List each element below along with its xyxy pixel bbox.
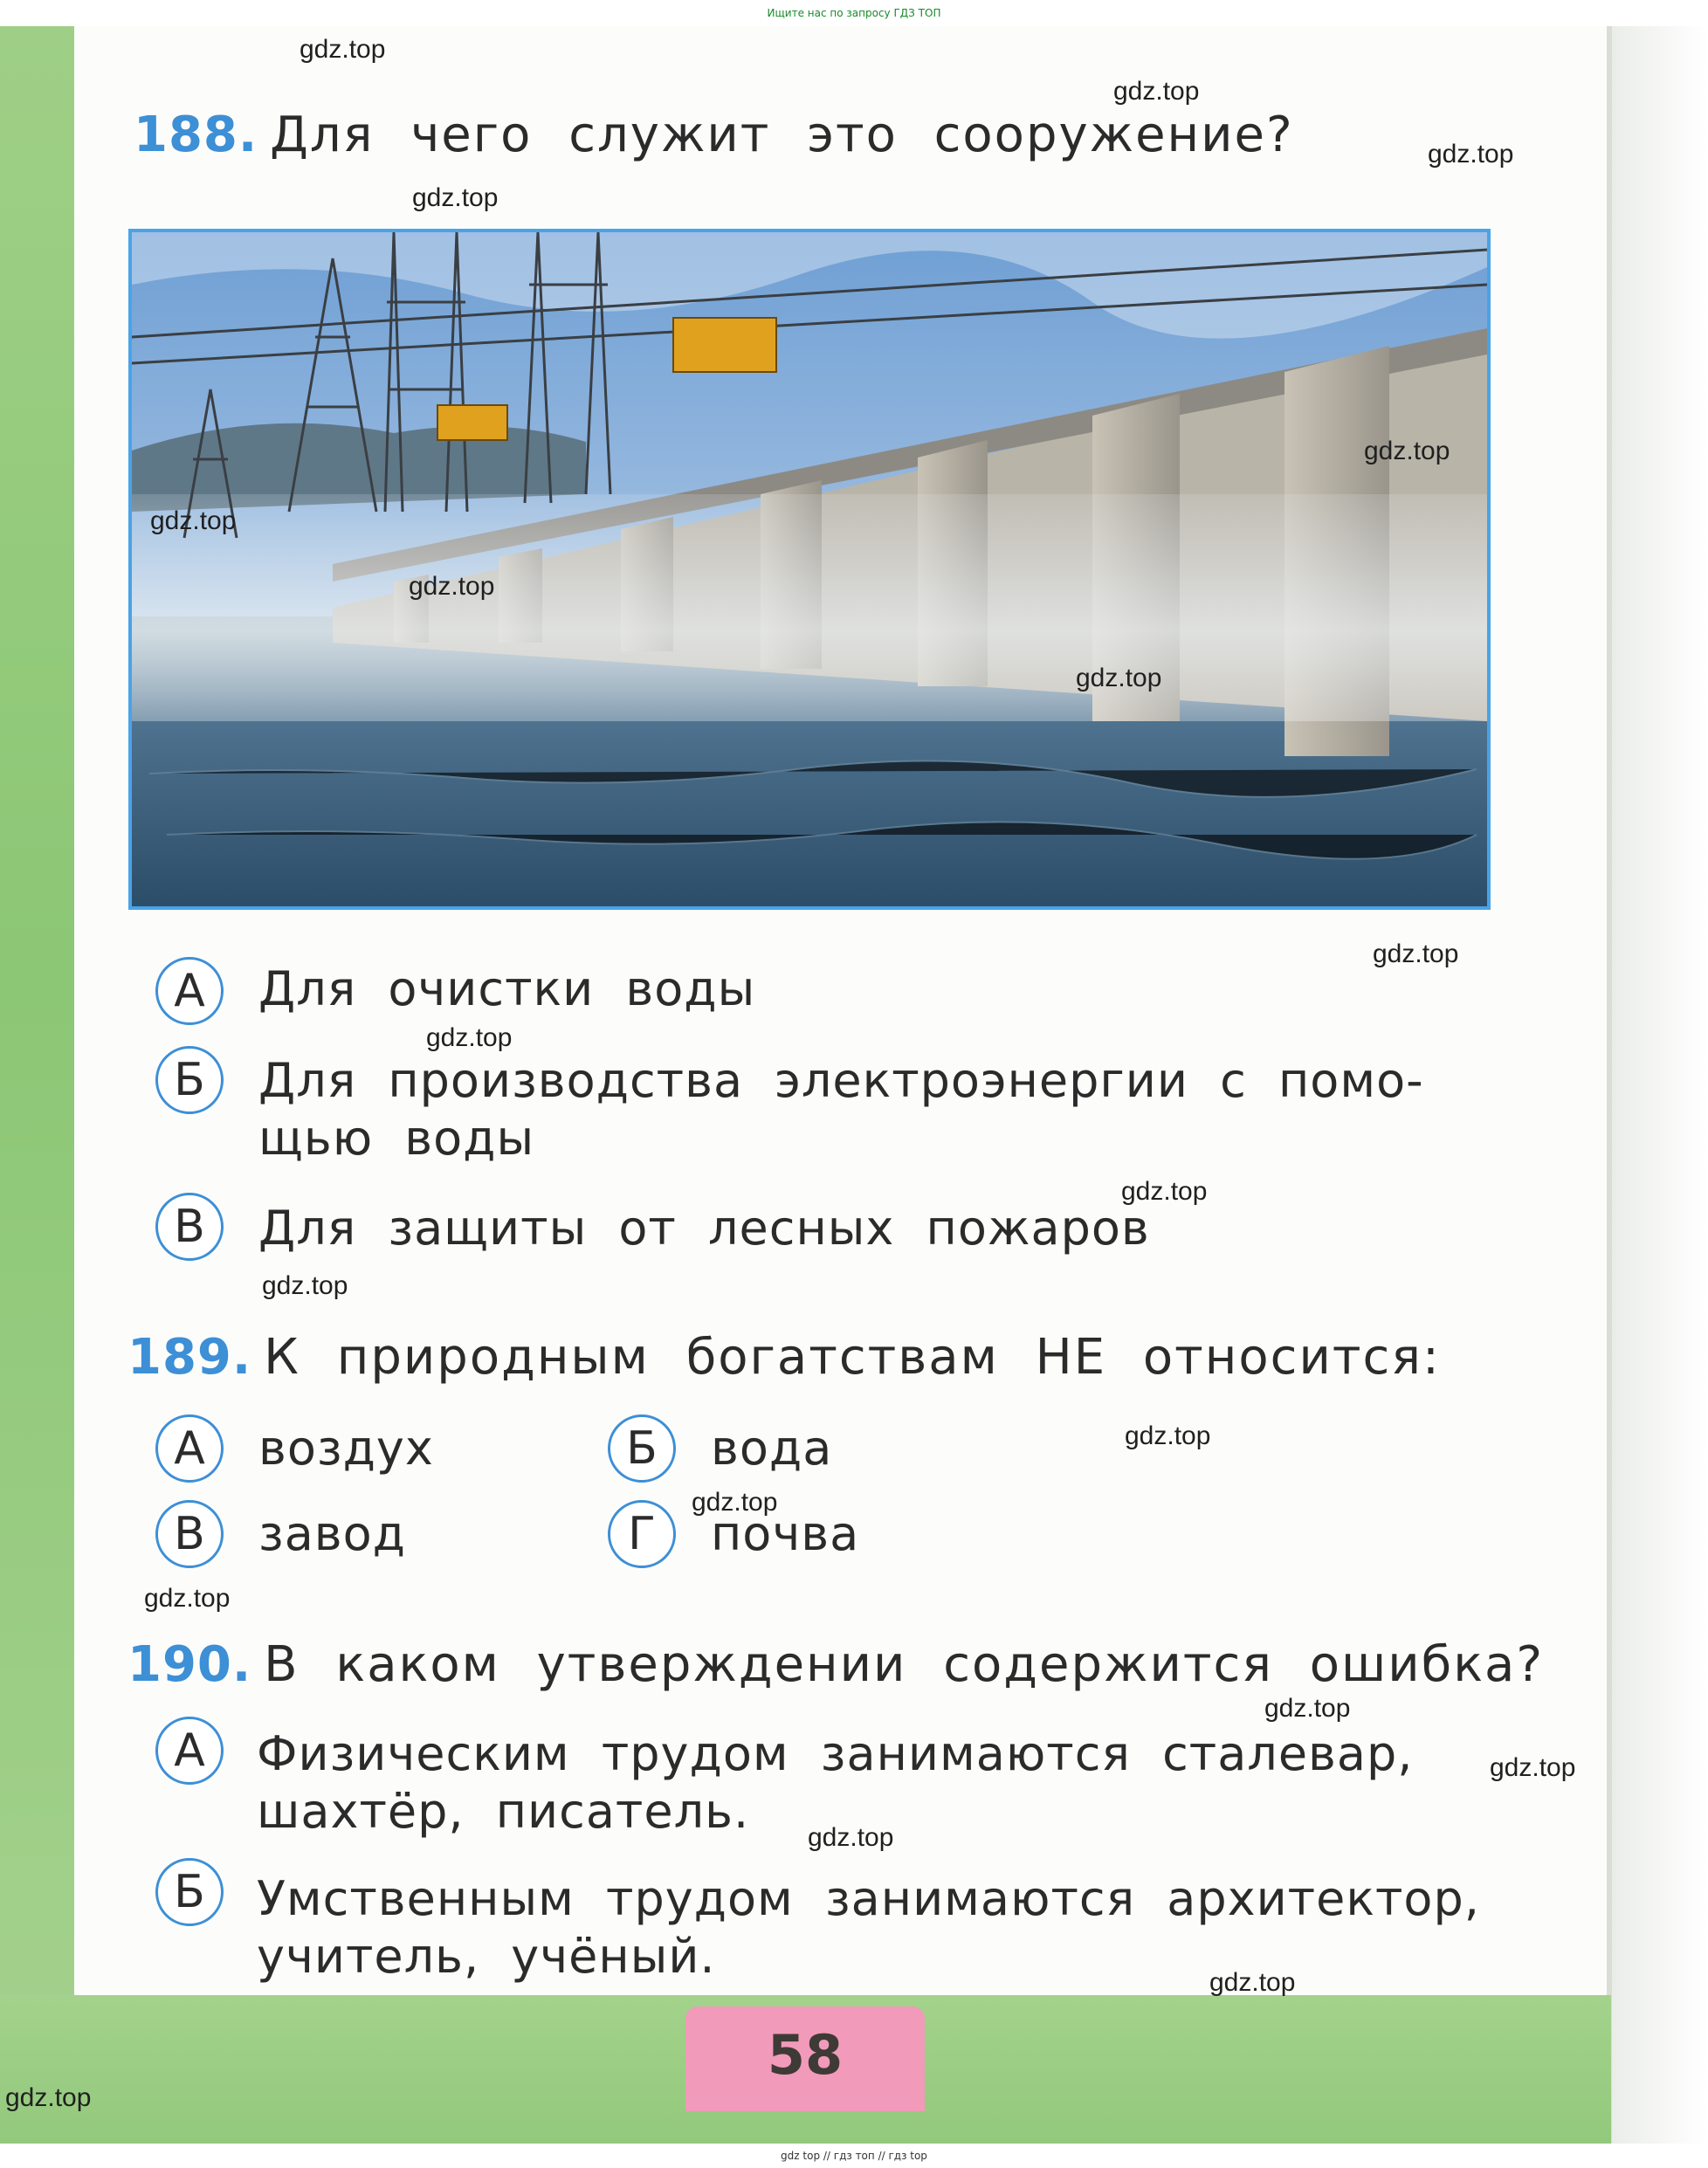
watermark: gdz.top (1125, 1421, 1211, 1450)
option-text-line-2: щью воды (258, 1111, 535, 1166)
watermark: gdz.top (300, 35, 386, 64)
option-190-b-text (257, 1870, 1480, 1986)
option-189-b-text (711, 1420, 832, 1477)
option-letter: В (174, 1508, 205, 1560)
option-text-line-2: учитель, учёный. (257, 1929, 716, 1984)
watermark: gdz.top (692, 1488, 778, 1517)
question-text: В каком утверждении содержится ошибка? (264, 1636, 1545, 1693)
option-189-b-circle[interactable] (608, 1414, 676, 1483)
option-189-a-circle[interactable] (155, 1414, 224, 1483)
watermark: gdz.top (1121, 1177, 1208, 1206)
page-number (685, 2006, 925, 2111)
watermark: gdz.top (5, 2083, 92, 2112)
option-text: Для защиты от лесных пожаров (258, 1201, 1150, 1256)
option-text: вода (711, 1421, 833, 1476)
watermark: gdz.top (1364, 437, 1450, 465)
watermark: gdz.top (1264, 1694, 1351, 1723)
option-letter: Б (626, 1422, 658, 1475)
option-text-line-2: шахтёр, писатель. (257, 1784, 750, 1839)
option-text: почва (711, 1506, 860, 1561)
watermark: gdz.top (1428, 140, 1514, 169)
watermark: gdz.top (150, 506, 237, 535)
option-190-b-circle[interactable] (155, 1858, 224, 1926)
option-letter: А (174, 1422, 205, 1475)
question-number: 189. (127, 1329, 252, 1386)
watermark: gdz.top (262, 1271, 348, 1300)
option-188-v-circle[interactable] (155, 1193, 224, 1261)
watermark: gdz.top (1373, 939, 1459, 968)
option-188-a-text (258, 960, 755, 1018)
page-number-text: 58 (767, 2023, 844, 2087)
option-text-line-1: Для производства электроэнергии с помо- (258, 1053, 1424, 1108)
watermark: gdz.top (409, 572, 495, 601)
watermark: gdz.top (808, 1823, 894, 1852)
watermark: gdz.top (1209, 1968, 1296, 1997)
book-spine-right (1607, 26, 1708, 2144)
option-189-v-text (258, 1505, 406, 1563)
question-189-title (127, 1329, 1441, 1386)
watermark: gdz.top (1113, 77, 1200, 106)
option-188-b-text (258, 1052, 1424, 1167)
watermark: gdz.top (412, 183, 499, 212)
option-letter: Б (174, 1866, 205, 1918)
watermark: gdz.top (144, 1584, 231, 1613)
option-letter: А (174, 965, 205, 1017)
option-188-v-text (258, 1200, 1150, 1257)
option-189-v-circle[interactable] (155, 1500, 224, 1568)
question-number: 188. (134, 107, 258, 163)
question-190-title (127, 1636, 1544, 1693)
option-letter: Г (628, 1508, 656, 1560)
dam-photo (128, 229, 1491, 910)
option-190-a-circle[interactable] (155, 1717, 224, 1785)
option-188-b-circle[interactable] (155, 1046, 224, 1114)
green-background-left (0, 26, 74, 2144)
top-banner[interactable]: Ищите нас по запросу ГДЗ ТОП (767, 7, 941, 19)
question-text: К природным богатствам НЕ относится: (264, 1329, 1441, 1386)
question-number: 190. (127, 1636, 252, 1693)
question-text: Для чего служит это сооружение? (270, 107, 1294, 163)
option-text-line-1: Физическим трудом занимаются сталевар, (257, 1726, 1414, 1781)
watermark: gdz.top (1490, 1753, 1576, 1782)
option-letter: А (174, 1724, 205, 1777)
option-letter: В (174, 1201, 205, 1253)
option-text: завод (258, 1506, 407, 1561)
question-188-title (134, 107, 1294, 163)
watermark: gdz.top (1076, 664, 1162, 692)
option-189-g-circle[interactable] (608, 1500, 676, 1568)
bottom-banner: gdz top // гдз топ // гдз top (781, 2150, 927, 2162)
option-letter: Б (174, 1054, 205, 1106)
hydro-dam-illustration (132, 232, 1487, 906)
option-189-a-text (258, 1420, 434, 1477)
option-text-line-1: Умственным трудом занимаются архитектор, (257, 1871, 1480, 1926)
option-188-a-circle[interactable] (155, 957, 224, 1025)
watermark: gdz.top (426, 1023, 513, 1052)
option-text: воздух (258, 1421, 434, 1476)
option-text: Для очистки воды (258, 961, 756, 1016)
